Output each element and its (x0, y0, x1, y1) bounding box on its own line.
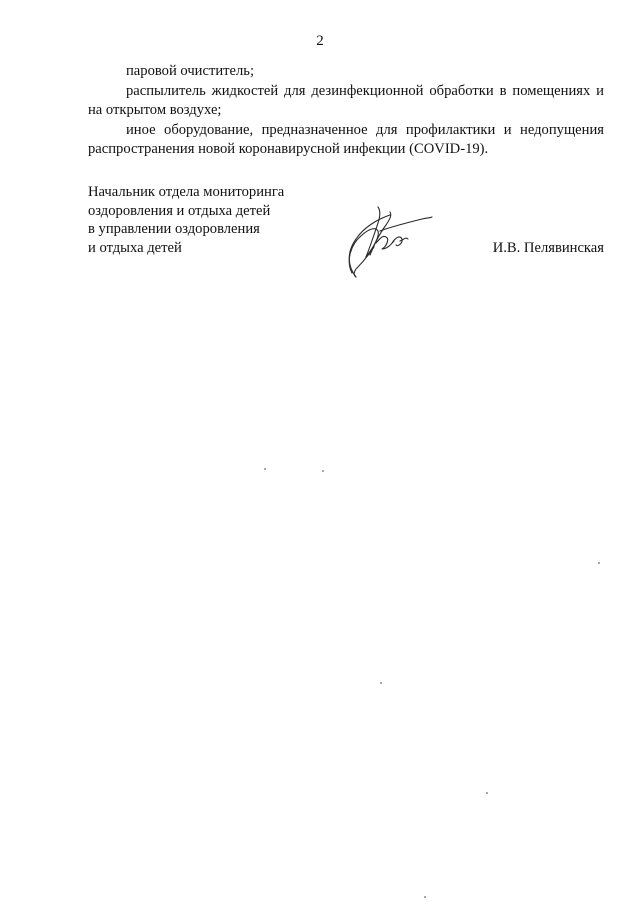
signatory-position-line: в управлении оздоровления (88, 221, 260, 237)
list-item-other-equipment: иное оборудование, предназначенное для профилактики и недопущения распространения новой коронавирусной инфекции (COVID-19). (88, 121, 604, 157)
signatory-position (88, 183, 328, 257)
signatory-position-line: оздоровления и отдыха детей (88, 202, 271, 219)
scan-speck (424, 896, 426, 898)
list-item-disinfection-sprayer: распылитель жидкостей для дезинфекционной обработки в помещениях и на открытом воздухе; (88, 82, 604, 118)
scan-speck (598, 562, 600, 564)
scan-speck (322, 470, 324, 472)
scan-speck (264, 468, 266, 470)
page-number: 2 (316, 33, 324, 49)
scan-speck (486, 792, 488, 794)
signatory-position-line: и отдыха детей (88, 239, 182, 256)
signatory-position-line: Начальник отдела мониторинга (88, 184, 285, 200)
handwritten-signature (326, 197, 436, 281)
list-item-steam-cleaner: паровой очиститель; (126, 63, 255, 79)
signatory-name: И.В. Пелявинская (492, 240, 604, 256)
scan-speck (380, 682, 382, 684)
document-body (88, 62, 604, 160)
signature-block (88, 183, 604, 273)
